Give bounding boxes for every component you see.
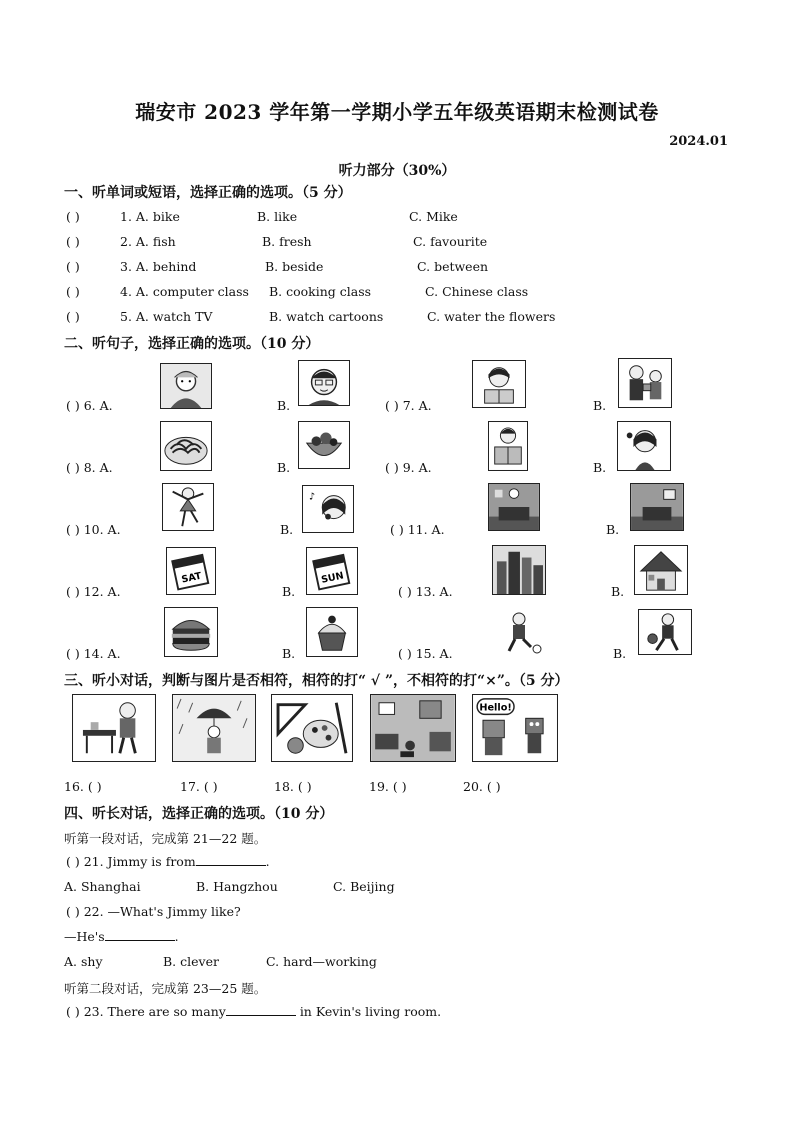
q13-b-label: B. [611,584,625,599]
q16-answer: 16. ( ) [64,779,102,794]
q23-end: in Kevin's living room. [299,1004,442,1019]
q23-blank[interactable] [226,1004,296,1016]
q23-question [66,1004,441,1019]
q22-option-a: A. shy [64,954,103,969]
q11-b-label: B. [606,522,620,537]
part1-instruction: 听第一段对话，完成第 21—22 题。 [64,831,267,846]
q1-option-a: 1. A. bike [120,209,180,224]
page-title: 瑞安市 2023 学年第一学期小学五年级英语期末检测试卷 [135,100,659,124]
boy-glasses-icon [298,360,350,406]
q3-paren: ( ) [66,259,80,274]
q20-answer: 20. ( ) [463,779,501,794]
girl-dancing-icon [162,483,214,531]
man-at-table-icon [72,694,156,762]
boy-football-icon [495,609,545,655]
hello-bubble-text: Hello! [479,702,512,714]
q22-blank[interactable] [105,929,175,941]
calendar-sun-text: SUN [320,570,345,586]
living-room-clock-icon [488,483,540,531]
q22-question: ( ) 22. —What's Jimmy like? [66,904,241,919]
q12-label: ( ) 12. A. [66,584,121,599]
q22-answer-line [64,929,179,944]
q4-option-c: C. Chinese class [425,284,529,299]
girl-shy-icon [617,421,671,471]
q9-label: ( ) 9. A. [385,460,432,475]
section3-heading: 三、听小对话，判断与图片是否相符，相符的打“ √ ”，不相符的打“×”。（5 分） [64,673,569,689]
q18-answer: 18. ( ) [274,779,312,794]
q22-option-c: C. hard—working [266,954,377,969]
q2-option-a: 2. A. fish [120,234,176,249]
section4-heading: 四、听长对话，选择正确的选项。（10 分） [64,806,334,822]
calendar-sat-text: SAT [180,570,203,586]
q13-label: ( ) 13. A. [398,584,453,599]
q15-label: ( ) 15. A. [398,646,453,661]
q5-option-a: 5. A. watch TV [120,309,213,324]
q4-option-b: B. cooking class [269,284,372,299]
part2-instruction: 听第二段对话，完成第 23—25 题。 [64,981,267,996]
q14-label: ( ) 14. A. [66,646,121,661]
q4-paren: ( ) [66,284,80,299]
q21-blank[interactable] [196,854,266,866]
section1-heading: 一、听单词或短语，选择正确的选项。（5 分） [64,185,352,201]
q3-option-b: B. beside [265,259,324,274]
q17-answer: 17. ( ) [180,779,218,794]
hamburger-icon [164,607,218,657]
grandma-portrait-icon [160,363,212,409]
q21-question [66,854,270,869]
q5-option-b: B. watch cartoons [269,309,384,324]
calendar-sat-icon [166,547,216,595]
q4-option-a: 4. A. computer class [120,284,249,299]
messy-room-icon [370,694,456,762]
rainy-umbrella-icon [172,694,256,762]
q1-paren: ( ) [66,209,80,224]
q10-b-label: B. [280,522,294,537]
q12-b-label: B. [282,584,296,599]
boy-reading-book-icon [488,421,528,471]
living-room-picture-icon [630,483,684,531]
q15-b-label: B. [613,646,627,661]
exam-date: 2024.01 [669,134,728,149]
q11-label: ( ) 11. A. [390,522,445,537]
q5-option-c: C. water the flowers [427,309,556,324]
q22-answer-text: —He's [64,929,105,944]
q10-label: ( ) 10. A. [66,522,121,537]
girl-reading-icon [472,360,526,408]
calendar-sun-icon [306,547,358,595]
q1-option-c: C. Mike [409,209,458,224]
q7-b-label: B. [593,398,607,413]
q5-paren: ( ) [66,309,80,324]
q19-answer: 19. ( ) [369,779,407,794]
city-buildings-icon [492,545,546,595]
robots-hello-icon [472,694,558,762]
house-icon [634,545,688,595]
q21-option-b: B. Hangzhou [196,879,278,894]
q1-option-b: B. like [257,209,298,224]
salad-bowl-icon [298,421,350,469]
q2-paren: ( ) [66,234,80,249]
q2-option-b: B. fresh [262,234,312,249]
q8-label: ( ) 8. A. [66,460,113,475]
q6-b-label: B. [277,398,291,413]
q8-b-label: B. [277,460,291,475]
q14-b-label: B. [282,646,296,661]
cupcake-icon [306,607,358,657]
listening-header: 听力部分（30%） [338,163,456,179]
q21-option-c: C. Beijing [333,879,395,894]
q3-option-c: C. between [417,259,489,274]
q6-label: ( ) 6. A. [66,398,113,413]
q21-text: ( ) 21. Jimmy is from [66,854,196,869]
q22-option-b: B. clever [163,954,219,969]
q3-option-a: 3. A. behind [120,259,197,274]
woman-giving-gift-icon [618,358,672,408]
boy-basketball-icon [638,609,692,655]
q21-option-a: A. Shanghai [64,879,141,894]
girl-singing-icon [302,485,354,533]
q2-option-c: C. favourite [413,234,488,249]
section2-heading: 二、听句子，选择正确的选项。（10 分） [64,336,320,352]
q23-text: ( ) 23. There are so many [66,1004,226,1019]
q21-end: . [265,854,270,869]
svg-text:♪: ♪ [308,491,315,503]
art-tools-icon [271,694,353,762]
q7-label: ( ) 7. A. [385,398,432,413]
q22-end: . [174,929,179,944]
q9-b-label: B. [593,460,607,475]
noodles-plate-icon [160,421,212,471]
